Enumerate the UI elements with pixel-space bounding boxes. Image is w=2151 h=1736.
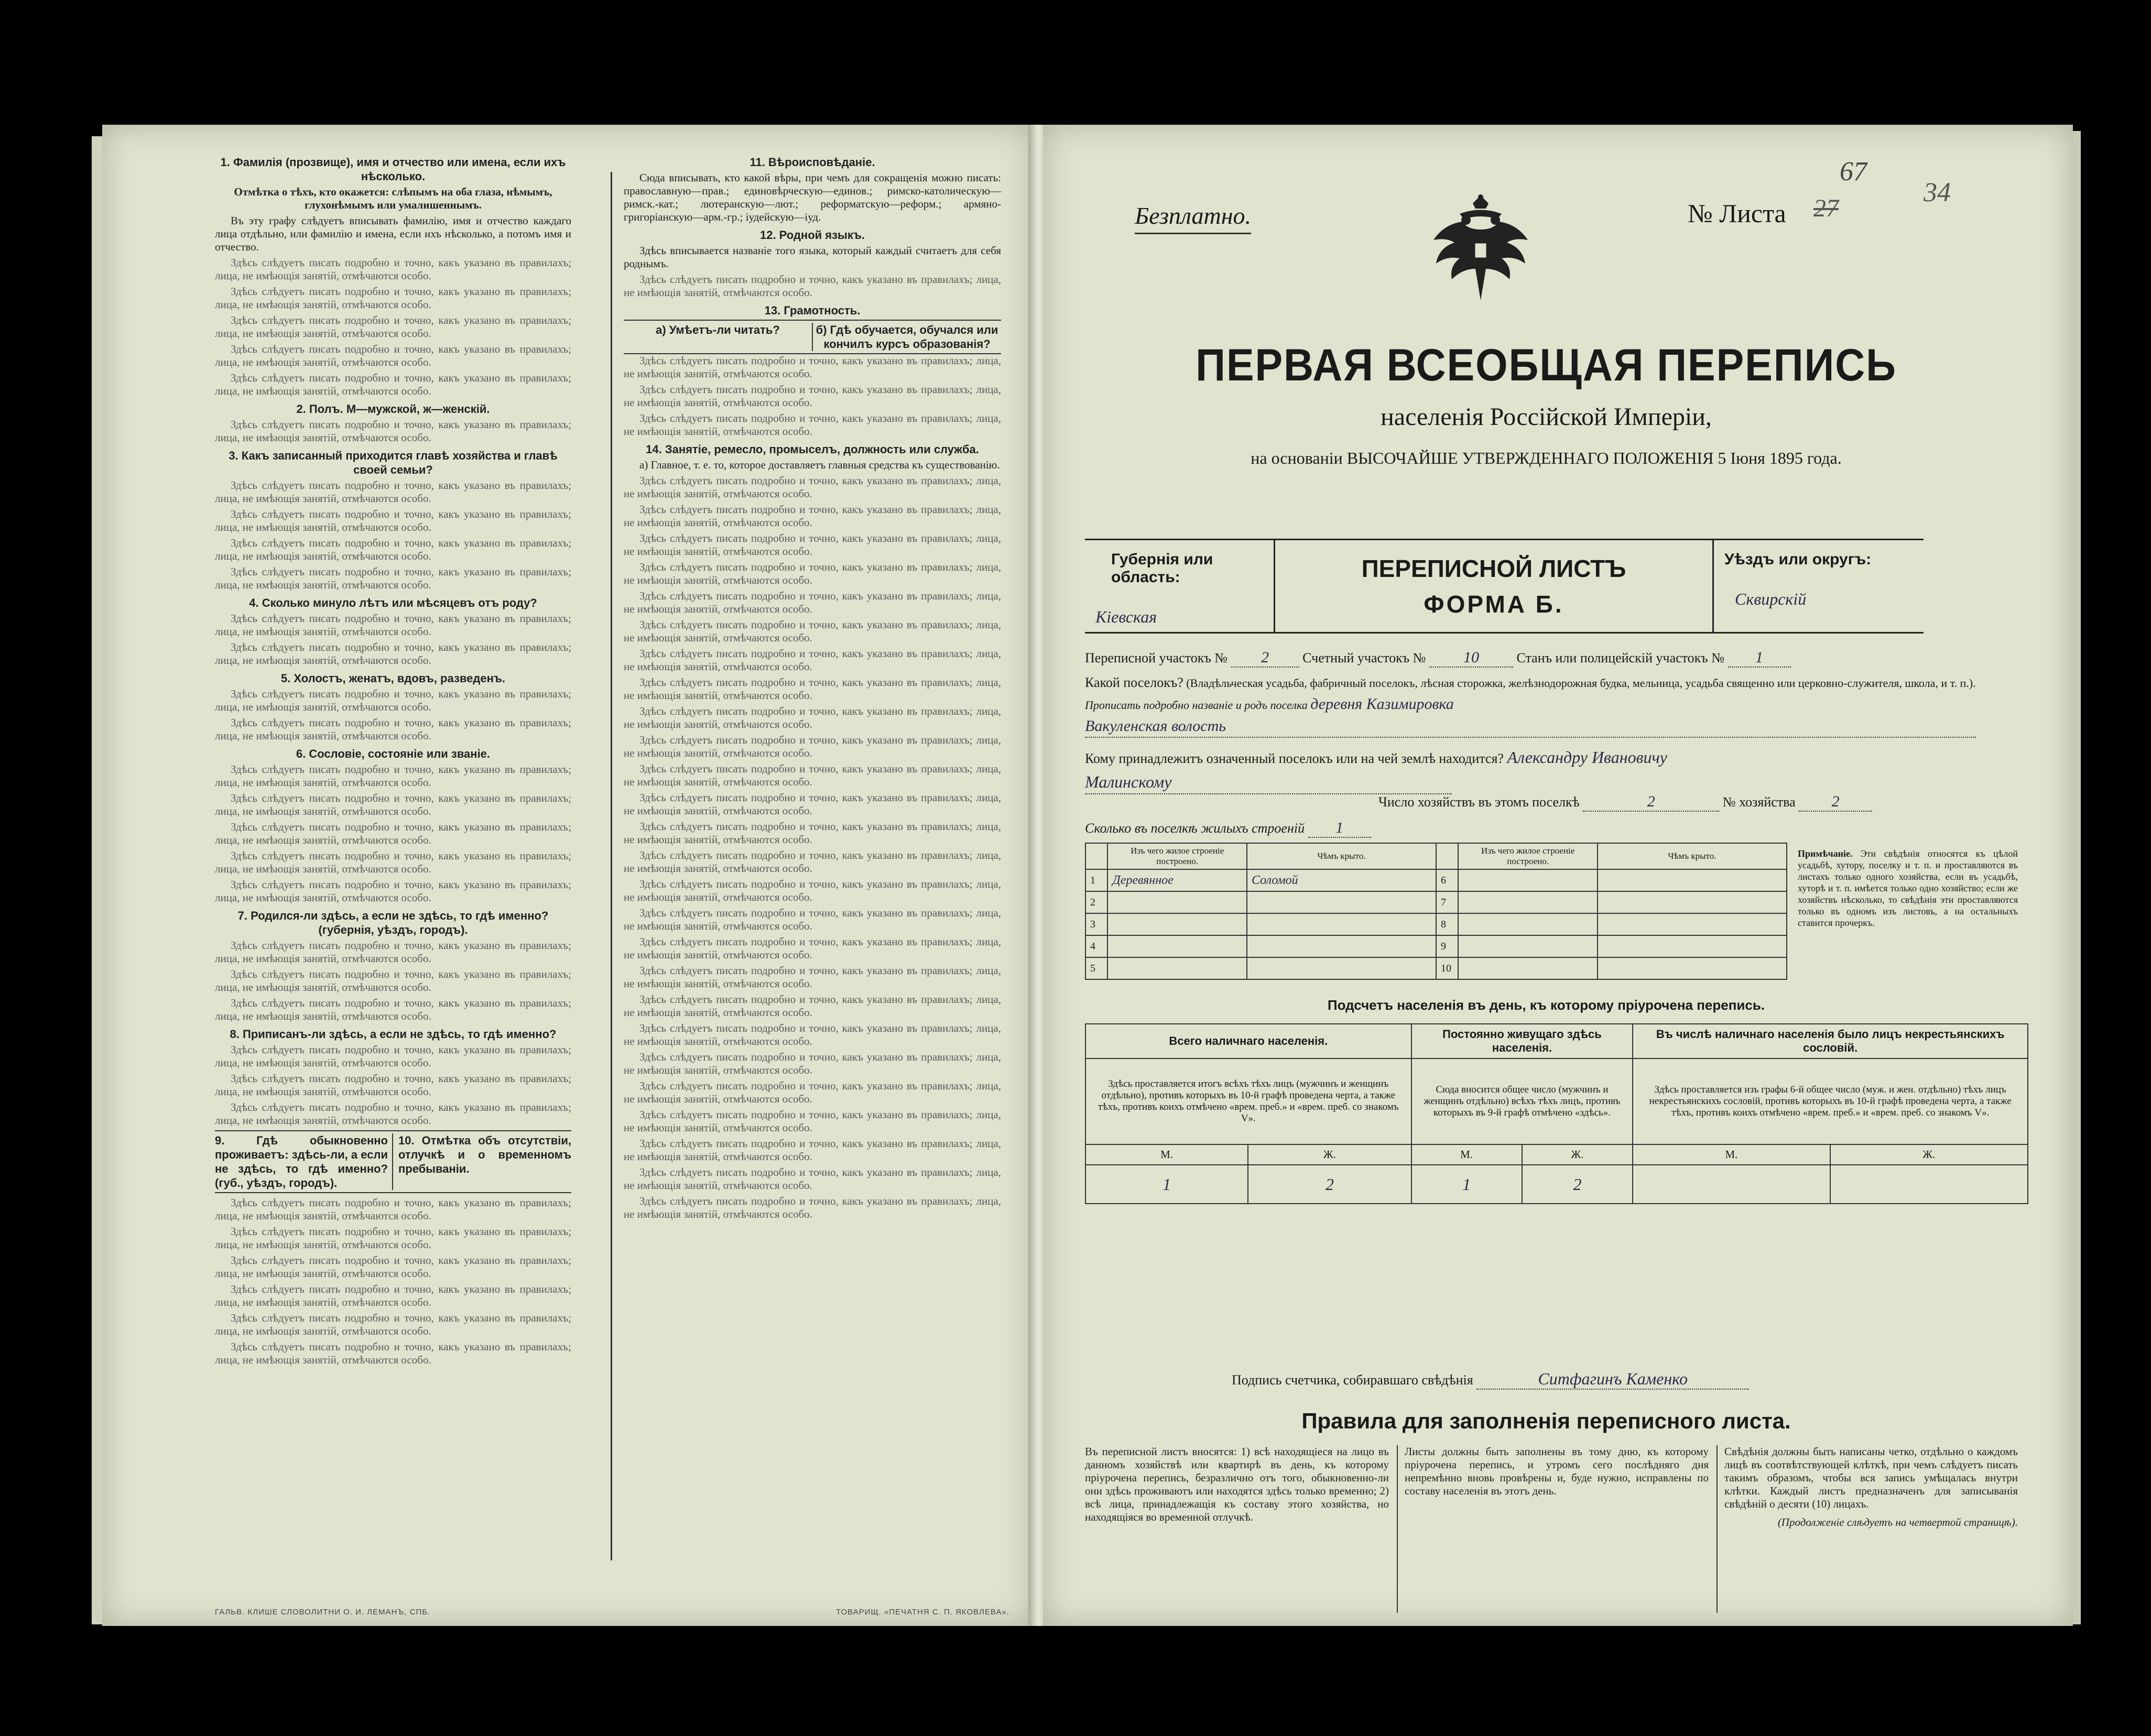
settlement-label: Какой поселокъ? [1085, 675, 1183, 690]
col-male: М. [1633, 1144, 1830, 1165]
archive-number-a: 67 [1840, 157, 1867, 187]
count-plot-label: Счетный участокъ № [1302, 650, 1426, 665]
filler-text: Здѣсь слѣдуетъ писать подробно и точно, какъ указано въ правилахъ; лица, не имѣющія занятій, отмѣчаются особо. [624, 561, 1001, 586]
filler-text: Здѣсь слѣдуетъ писать подробно и точно, какъ указано въ правилахъ; лица, не имѣющія занятій, отмѣчаются особо. [624, 705, 1001, 730]
filler-text: Здѣсь слѣдуетъ писать подробно и точно, какъ указано въ правилахъ; лица, не имѣющія занятій, отмѣчаются особо. [624, 383, 1001, 409]
filler-text: Здѣсь слѣдуетъ писать подробно и точно, какъ указано въ правилахъ; лица, не имѣющія занятій, отмѣчаются особо. [624, 907, 1001, 932]
filler-text: Здѣсь слѣдуетъ писать подробно и точно, какъ указано въ правилахъ; лица, не имѣющія занятій, отмѣчаются особо. [215, 508, 571, 533]
owner-value-2: Малинскому [1085, 770, 1452, 794]
table-row: 1 Деревянное Соломой 6 [1085, 869, 1787, 891]
section-14-text: а) Главное, т. е. то, которое доставляетъ главныя средства къ существованію. [639, 458, 1000, 471]
pop-desc-resident: Сюда вносится общее число (мужчинъ и женщинъ отдѣльно) всѣхъ тѣхъ лицъ, противъ которыхъ въ 9-й графѣ отмѣчено «здѣсь». [1411, 1058, 1633, 1144]
filler-text: Здѣсь слѣдуетъ писать подробно и точно, какъ указано въ правилахъ; лица, не имѣющія занятій, отмѣчаются особо. [624, 734, 1001, 759]
sheet-number-label: № Листа [1688, 199, 1786, 228]
filler-text: Здѣсь слѣдуетъ писать подробно и точно, какъ указано въ правилахъ; лица, не имѣющія занятій, отмѣчаются особо. [624, 589, 1001, 615]
filler-text: Здѣсь слѣдуетъ писать подробно и точно, какъ указано въ правилахъ; лица, не имѣющія занятій, отмѣчаются особо. [215, 418, 571, 444]
free-label: Безплатно. [1135, 202, 1251, 234]
filler-text: Здѣсь слѣдуетъ писать подробно и точно, какъ указано въ правилахъ; лица, не имѣющія занятій, отмѣчаются особо. [215, 763, 571, 789]
filler-text: Здѣсь слѣдуетъ писать подробно и точно, какъ указано въ правилахъ; лица, не имѣющія занятій, отмѣчаются особо. [624, 820, 1001, 846]
section-3-title: 3. Какъ записанный приходится главѣ хозяйства и главѣ своей семьи? [229, 449, 558, 476]
section-11-text: Сюда вписывать, кто какой вѣры, при чемъ для сокращенія можно писать: православную—прав.; единовѣрческую—единов.; римско-католическую—римск.-кат.; лютеранскую—лют.; реформатскую—реформ.; армяно-григоріанскую—арм.-гр.; іудейскую—іуд. [624, 171, 1001, 223]
population-title: Подсчетъ населенія въ день, къ которому пріурочена перепись. [1327, 997, 1765, 1013]
signature-line [1232, 1369, 1749, 1390]
filler-text: Здѣсь слѣдуетъ писать подробно и точно, какъ указано въ правилахъ; лица, не имѣющія занятій, отмѣчаются особо. [215, 792, 571, 817]
filler-text: Здѣсь слѣдуетъ писать подробно и точно, какъ указано въ правилахъ; лица, не имѣющія занятій, отмѣчаются особо. [215, 1312, 571, 1337]
filler-text: Здѣсь слѣдуетъ писать подробно и точно, какъ указано въ правилахъ; лица, не имѣющія занятій, отмѣчаются особо. [215, 537, 571, 562]
filler-text: Здѣсь слѣдуетъ писать подробно и точно, какъ указано въ правилахъ; лица, не имѣющія занятій, отмѣчаются особо. [624, 993, 1001, 1019]
form-title [1274, 551, 1714, 622]
buildings-value: 1 [1308, 819, 1371, 838]
table-row: 3 8 [1085, 913, 1787, 935]
settlement-block [1085, 672, 2028, 738]
district-cell [1712, 540, 1924, 632]
rules-continued: (Продолженіе слѣдуетъ на четвертой страницѣ). [1777, 1516, 2018, 1528]
filler-text: Здѣсь слѣдуетъ писать подробно и точно, какъ указано въ правилахъ; лица, не имѣющія занятій, отмѣчаются особо. [624, 618, 1001, 644]
pop-total-male: 1 [1085, 1165, 1248, 1204]
section-1-note: Отмѣтка о тѣхъ, кто окажется: слѣпымъ на оба глаза, нѣмымъ, глухонѣмымъ или умалишеннымъ. [234, 185, 552, 211]
col-male: М. [1411, 1144, 1522, 1165]
police-plot-label: Станъ или полицейскій участокъ № [1516, 650, 1725, 665]
filler-text: Здѣсь слѣдуетъ писать подробно и точно, какъ указано въ правилахъ; лица, не имѣющія занятій, отмѣчаются особо. [215, 1254, 571, 1280]
archive-number-b: 34 [1924, 178, 1951, 208]
filler-text: Здѣсь слѣдуетъ писать подробно и точно, какъ указано въ правилахъ; лица, не имѣющія занятій, отмѣчаются особо. [215, 314, 571, 340]
filler-text: Здѣсь слѣдуетъ писать подробно и точно, какъ указано въ правилахъ; лица, не имѣющія занятій, отмѣчаются особо. [624, 412, 1001, 438]
note-text: Эти свѣдѣнія относятся къ цѣлой усадьбѣ, хутору, поселку и т. п. и проставляются въ листахъ только одного хозяйства, если въ усадьбѣ, хуторѣ и т. п. имѣется только одно хозяйство; если же хозяйствъ нѣсколько, то свѣдѣнія эти проставляются только въ одномъ изъ листовъ, а на остальныхъ ставится прочеркъ. [1798, 848, 2018, 928]
section-10-title: 10. Отмѣтка объ отсутствіи, отлучкѣ и о временномъ пребываніи. [398, 1134, 571, 1175]
filler-text: Здѣсь слѣдуетъ писать подробно и точно, какъ указано въ правилахъ; лица, не имѣющія занятій, отмѣчаются особо. [624, 1051, 1001, 1076]
pop-header-total: Всего наличнаго населенія. [1085, 1024, 1411, 1058]
col-male: М. [1085, 1144, 1248, 1165]
owner-block [1085, 746, 2028, 794]
filler-text: Здѣсь слѣдуетъ писать подробно и точно, какъ указано въ правилахъ; лица, не имѣющія занятій, отмѣчаются особо. [215, 479, 571, 505]
filler-text: Здѣсь слѣдуетъ писать подробно и точно, какъ указано въ правилахъ; лица, не имѣющія занятій, отмѣчаются особо. [215, 939, 571, 965]
signature-label: Подпись счетчика, собиравшаго свѣдѣнія [1232, 1372, 1473, 1388]
filler-text: Здѣсь слѣдуетъ писать подробно и точно, какъ указано въ правилахъ; лица, не имѣющія занятій, отмѣчаются особо. [215, 968, 571, 993]
filler-text: Здѣсь слѣдуетъ писать подробно и точно, какъ указано въ правилахъ; лица, не имѣющія занятій, отмѣчаются особо. [215, 878, 571, 904]
district-value: Сквирскій [1735, 589, 1807, 608]
plot-line [1085, 649, 2028, 668]
section-11-title: 11. Вѣроисповѣданіе. [749, 156, 875, 169]
filler-text: Здѣсь слѣдуетъ писать подробно и точно, какъ указано въ правилахъ; лица, не имѣющія занятій, отмѣчаются особо. [624, 503, 1001, 529]
material-header: Изъ чего жилое строеніе построено. [1107, 843, 1246, 869]
filler-text: Здѣсь слѣдуетъ писать подробно и точно, какъ указано въ правилахъ; лица, не имѣющія занятій, отмѣчаются особо. [624, 1022, 1001, 1047]
census-title: ПЕРВАЯ ВСЕОБЩАЯ ПЕРЕПИСЬ [1196, 340, 1897, 390]
filler-text: Здѣсь слѣдуетъ писать подробно и точно, какъ указано въ правилахъ; лица, не имѣющія занятій, отмѣчаются особо. [215, 1072, 571, 1098]
province-cell [1085, 540, 1275, 632]
column-divider [611, 172, 612, 1560]
district-label: Уѣздъ или округъ: [1724, 551, 1872, 568]
filler-text: Здѣсь слѣдуетъ писать подробно и точно, какъ указано въ правилахъ; лица, не имѣющія занятій, отмѣчаются особо. [215, 285, 571, 311]
section-4-title: 4. Сколько минуло лѣтъ или мѣсяцевъ отъ роду? [249, 596, 537, 609]
rules-divider [1717, 1445, 1718, 1613]
household-no-value: 2 [1799, 793, 1872, 812]
pop-desc-nonpeasant: Здѣсь проставляется изъ графы 6-й общее число (муж. и жен. отдѣльно) тѣхъ лицъ некрестьянскихъ сословій, противъ которыхъ въ 10-й графѣ проведена черта, а также тѣхъ, противъ коихъ отмѣчено «врем. преб.» и «врем. преб. со знакомъ V». [1633, 1058, 2028, 1144]
form-title-line1: ПЕРЕПИСНОЙ ЛИСТЪ [1361, 555, 1626, 582]
pop-resident-female: 2 [1522, 1165, 1633, 1204]
section-12-text: Здѣсь вписывается названіе того языка, который каждый считаетъ для себя роднымъ. [624, 244, 1001, 270]
filler-text: Здѣсь слѣдуетъ писать подробно и точно, какъ указано въ правилахъ; лица, не имѣющія занятій, отмѣчаются особо. [215, 565, 571, 591]
count-plot-value: 10 [1429, 649, 1513, 668]
filler-text: Здѣсь слѣдуетъ писать подробно и точно, какъ указано въ правилахъ; лица, не имѣющія занятій, отмѣчаются особо. [624, 676, 1001, 702]
rules-divider [1397, 1445, 1398, 1613]
col-female: Ж. [1248, 1144, 1411, 1165]
filler-text: Здѣсь слѣдуетъ писать подробно и точно, какъ указано въ правилахъ; лица, не имѣющія занятій, отмѣчаются особо. [215, 716, 571, 742]
filler-text: Здѣсь слѣдуетъ писать подробно и точно, какъ указано въ правилахъ; лица, не имѣющія занятій, отмѣчаются особо. [624, 964, 1001, 990]
settlement-hint: (Владѣльческая усадьба, фабричный поселокъ, лѣсная сторожка, желѣзнодорожная будка, мельница, усадьба священно или церковно-служителя, школа, и т. п.). [1186, 676, 1976, 690]
section-13-subheads [624, 320, 1001, 354]
table-row: 2 7 [1085, 891, 1787, 913]
section-14-title: 14. Занятіе, ремесло, промыселъ, должность или служба. [646, 443, 979, 456]
section-8-title: 8. Приписанъ-ли здѣсь, а если не здѣсь, то гдѣ именно? [230, 1028, 557, 1041]
section-9-title: 9. Гдѣ обыкновенно проживаетъ: здѣсь-ли, а если не здѣсь, то гдѣ именно? (губ., уѣздъ, городъ). [215, 1133, 393, 1190]
census-decree: на основаніи ВЫСОЧАЙШЕ УТВЕРЖДЕННАГО ПОЛОЖЕНІЯ 5 Іюня 1895 года. [1251, 449, 1842, 467]
material-header: Изъ чего жилое строеніе построено. [1458, 843, 1597, 869]
section-2-title: 2. Полъ. М—мужской, ж—женскій. [296, 402, 490, 416]
filler-text: Здѣсь слѣдуетъ писать подробно и точно, какъ указано въ правилахъ; лица, не имѣющія занятій, отмѣчаются особо. [624, 1079, 1001, 1105]
left-column-1 [215, 151, 571, 1369]
filler-text: Здѣсь слѣдуетъ писать подробно и точно, какъ указано въ правилахъ; лица, не имѣющія занятій, отмѣчаются особо. [215, 997, 571, 1022]
section-13-title: 13. Грамотность. [764, 304, 861, 317]
filler-text: Здѣсь слѣдуетъ писать подробно и точно, какъ указано въ правилахъ; лица, не имѣющія занятій, отмѣчаются особо. [624, 849, 1001, 875]
roof-value: Соломой [1247, 869, 1436, 891]
material-value: Деревянное [1107, 869, 1246, 891]
section-7-title: 7. Родился-ли здѣсь, а если не здѣсь, то гдѣ именно? (губернія, уѣздъ, городъ). [237, 909, 549, 936]
section-13b: б) Гдѣ обучается, обучался или кончилъ курсъ образованія? [816, 323, 998, 351]
filler-text: Здѣсь слѣдуетъ писать подробно и точно, какъ указано въ правилахъ; лица, не имѣющія занятій, отмѣчаются особо. [624, 273, 1001, 299]
table-row: 5 10 [1085, 957, 1787, 979]
pop-header-resident: Постоянно живущаго здѣсь населенія. [1411, 1024, 1633, 1058]
province-label: Губернія или область: [1111, 551, 1213, 586]
households-value: 2 [1583, 793, 1719, 812]
settlement-value-2: Вакуленская волость [1085, 716, 1976, 738]
census-plot-label: Переписной участокъ № [1085, 650, 1228, 665]
section-6-title: 6. Сословіе, состояніе или званіе. [296, 747, 491, 760]
filler-text: Здѣсь слѣдуетъ писать подробно и точно, какъ указано въ правилахъ; лица, не имѣющія занятій, отмѣчаются особо. [215, 641, 571, 667]
section-12-title: 12. Родной языкъ. [759, 228, 865, 242]
filler-text: Здѣсь слѣдуетъ писать подробно и точно, какъ указано въ правилахъ; лица, не имѣющія занятій, отмѣчаются особо. [624, 532, 1001, 558]
filler-text: Здѣсь слѣдуетъ писать подробно и точно, какъ указано въ правилахъ; лица, не имѣющія занятій, отмѣчаются особо. [215, 1225, 571, 1251]
filler-text: Здѣсь слѣдуетъ писать подробно и точно, какъ указано въ правилахъ; лица, не имѣющія занятій, отмѣчаются особо. [215, 821, 571, 846]
pop-desc-total: Здѣсь проставляется итогъ всѣхъ тѣхъ лицъ (мужчинъ и женщинъ отдѣльно), противъ которыхъ въ 10-й графѣ проведена черта, а также тѣхъ, противъ коихъ отмѣчено «врем. преб.» и «врем. преб. со знакомъ V». [1085, 1058, 1411, 1144]
filler-text: Здѣсь слѣдуетъ писать подробно и точно, какъ указано въ правилахъ; лица, не имѣющія занятій, отмѣчаются особо. [215, 1196, 571, 1222]
left-column-2 [624, 151, 1001, 1224]
filler-text: Здѣсь слѣдуетъ писать подробно и точно, какъ указано въ правилахъ; лица, не имѣющія занятій, отмѣчаются особо. [624, 1108, 1001, 1134]
roof-header: Чѣмъ крыто. [1247, 843, 1436, 869]
rules-column-3 [1724, 1445, 2018, 1529]
sheet-number-value: 27 [1813, 194, 1839, 222]
filler-text: Здѣсь слѣдуетъ писать подробно и точно, какъ указано въ правилахъ; лица, не имѣющія занятій, отмѣчаются особо. [215, 372, 571, 397]
section-9-10-box [215, 1130, 571, 1193]
filler-text: Здѣсь слѣдуетъ писать подробно и точно, какъ указано въ правилахъ; лица, не имѣющія занятій, отмѣчаются особо. [215, 612, 571, 638]
owner-value: Александру Ивановичу [1507, 748, 1667, 767]
census-plot-value: 2 [1231, 649, 1299, 668]
filler-text: Здѣсь слѣдуетъ писать подробно и точно, какъ указано въ правилахъ; лица, не имѣющія занятій, отмѣчаются особо. [215, 1283, 571, 1308]
buildings-label: Сколько въ поселкѣ жилыхъ строеній [1085, 821, 1305, 836]
pop-header-nonpeasant: Въ числѣ наличнаго населенія было лицъ некрестьянскихъ сословій. [1633, 1024, 2028, 1058]
rules-column-1: Въ переписной листъ вносятся: 1) всѣ находящіеся на лицо въ данномъ хозяйствѣ или квартирѣ въ день, къ которому пріурочена перепись, безразлично отъ того, обыкновенно-ли они здѣсь проживаютъ или находятся здѣсь только временно; 2) всѣ лица, принадлежащія къ составу этого хозяйства, но находящіяся во временной отлучкѣ. [1085, 1445, 1389, 1523]
filler-text: Здѣсь слѣдуетъ писать подробно и точно, какъ указано въ правилахъ; лица, не имѣющія занятій, отмѣчаются особо. [624, 1166, 1001, 1192]
filler-text: Здѣсь слѣдуетъ писать подробно и точно, какъ указано въ правилахъ; лица, не имѣющія занятій, отмѣчаются особо. [624, 1137, 1001, 1163]
table-row: 4 9 [1085, 935, 1787, 957]
note-block [1798, 848, 2018, 929]
section-13a: а) Умѣетъ-ли читать? [624, 323, 813, 351]
filler-text: Здѣсь слѣдуетъ писать подробно и точно, какъ указано въ правилахъ; лица, не имѣющія занятій, отмѣчаются особо. [215, 343, 571, 368]
settlement-hint-2: Прописать подробно названіе и родъ поселка [1085, 698, 1308, 712]
pop-total-female: 2 [1248, 1165, 1411, 1204]
left-footer-printer: ГАЛЬВ. КЛИШЕ СЛОВОЛИТНИ О. И. ЛЕМАНЪ, СПБ. [215, 1608, 431, 1617]
rules-title: Правила для заполненія переписного листа. [1301, 1409, 1791, 1433]
filler-text: Здѣсь слѣдуетъ писать подробно и точно, какъ указано въ правилахъ; лица, не имѣющія занятій, отмѣчаются особо. [624, 354, 1001, 380]
left-page [102, 125, 1033, 1626]
filler-text: Здѣсь слѣдуетъ писать подробно и точно, какъ указано въ правилахъ; лица, не имѣющія занятій, отмѣчаются особо. [215, 687, 571, 713]
section-1-text: Въ эту графу слѣдуетъ вписывать фамилію, имя и отчество каждаго лица отдѣльно, или фамилію и имена, если ихъ нѣсколько, а потомъ имя и отчество. [215, 214, 571, 253]
settlement-value: деревня Казимировка [1310, 695, 1454, 713]
col-female: Ж. [1522, 1144, 1633, 1165]
filler-text: Здѣсь слѣдуетъ писать подробно и точно, какъ указано въ правилахъ; лица, не имѣющія занятій, отмѣчаются особо. [624, 878, 1001, 903]
households-line [1378, 793, 2007, 812]
buildings-table [1085, 843, 1787, 980]
filler-text: Здѣсь слѣдуетъ писать подробно и точно, какъ указано въ правилахъ; лица, не имѣющія занятій, отмѣчаются особо. [624, 791, 1001, 817]
filler-text: Здѣсь слѣдуетъ писать подробно и точно, какъ указано въ правилахъ; лица, не имѣющія занятій, отмѣчаются особо. [624, 935, 1001, 961]
population-table [1085, 1023, 2028, 1204]
roof-header: Чѣмъ крыто. [1598, 843, 1787, 869]
filler-text: Здѣсь слѣдуетъ писать подробно и точно, какъ указано въ правилахъ; лица, не имѣющія занятій, отмѣчаются особо. [624, 1195, 1001, 1220]
filler-text: Здѣсь слѣдуетъ писать подробно и точно, какъ указано въ правилахъ; лица, не имѣющія занятій, отмѣчаются особо. [215, 1043, 571, 1069]
signature-value: Ситфагинъ Каменко [1476, 1369, 1749, 1390]
households-label: Число хозяйствъ въ этомъ поселкѣ [1378, 794, 1580, 810]
rules-column-3-text: Свѣдѣнія должны быть написаны четко, отдѣльно о каждомъ лицѣ въ соотвѣтствующей клѣткѣ, при чемъ слѣдуетъ писать такимъ образомъ, чтобы вся запись умѣщалась внутри клѣтки. Каждый листъ предназначенъ для записыванія свѣдѣній о десяти (10) лицахъ. [1724, 1445, 2018, 1510]
pop-resident-male: 1 [1411, 1165, 1522, 1204]
right-page [1043, 125, 2073, 1626]
left-footer-press: ТОВАРИЩ. «ПЕЧАТНЯ С. П. ЯКОВЛЕВА». [836, 1608, 1009, 1617]
section-5-title: 5. Холостъ, женатъ, вдовъ, разведенъ. [280, 672, 506, 685]
form-title-line2: ФОРМА Б. [1424, 591, 1564, 618]
filler-text: Здѣсь слѣдуетъ писать подробно и точно, какъ указано въ правилахъ; лица, не имѣющія занятій, отмѣчаются особо. [624, 474, 1001, 500]
household-no-label: № хозяйства [1722, 794, 1796, 810]
owner-label: Кому принадлежитъ означенный поселокъ или на чей землѣ находится? [1085, 751, 1504, 766]
filler-text: Здѣсь слѣдуетъ писать подробно и точно, какъ указано въ правилахъ; лица, не имѣющія занятій, отмѣчаются особо. [215, 256, 571, 282]
buildings-line [1085, 819, 1371, 838]
section-1-title: 1. Фамилія (прозвище), имя и отчество или имена, если ихъ нѣсколько. [220, 156, 566, 183]
filler-text: Здѣсь слѣдуетъ писать подробно и точно, какъ указано въ правилахъ; лица, не имѣющія занятій, отмѣчаются особо. [215, 1340, 571, 1366]
filler-text: Здѣсь слѣдуетъ писать подробно и точно, какъ указано въ правилахъ; лица, не имѣющія занятій, отмѣчаются особо. [624, 762, 1001, 788]
table-header [1085, 843, 1787, 869]
col-female: Ж. [1830, 1144, 2028, 1165]
double-headed-eagle-icon [1428, 193, 1533, 303]
census-subtitle: населенія Россійской Имперіи, [1381, 403, 1712, 431]
note-title: Примѣчаніе. [1798, 848, 1853, 859]
rules-column-2: Листы должны быть заполнены въ тому дню, къ которому пріурочена перепись, и утромъ сего послѣдняго дня непремѣнно вновь провѣрены и, буде нужно, исправлены по составу населенія въ этотъ день. [1405, 1445, 1709, 1497]
province-value: Кіевская [1095, 607, 1157, 626]
police-plot-value: 1 [1728, 649, 1791, 668]
filler-text: Здѣсь слѣдуетъ писать подробно и точно, какъ указано въ правилахъ; лица, не имѣющія занятій, отмѣчаются особо. [215, 1101, 571, 1127]
filler-text: Здѣсь слѣдуетъ писать подробно и точно, какъ указано въ правилахъ; лица, не имѣющія занятій, отмѣчаются особо. [215, 849, 571, 875]
form-header-box [1085, 539, 1924, 634]
filler-text: Здѣсь слѣдуетъ писать подробно и точно, какъ указано въ правилахъ; лица, не имѣющія занятій, отмѣчаются особо. [624, 647, 1001, 673]
